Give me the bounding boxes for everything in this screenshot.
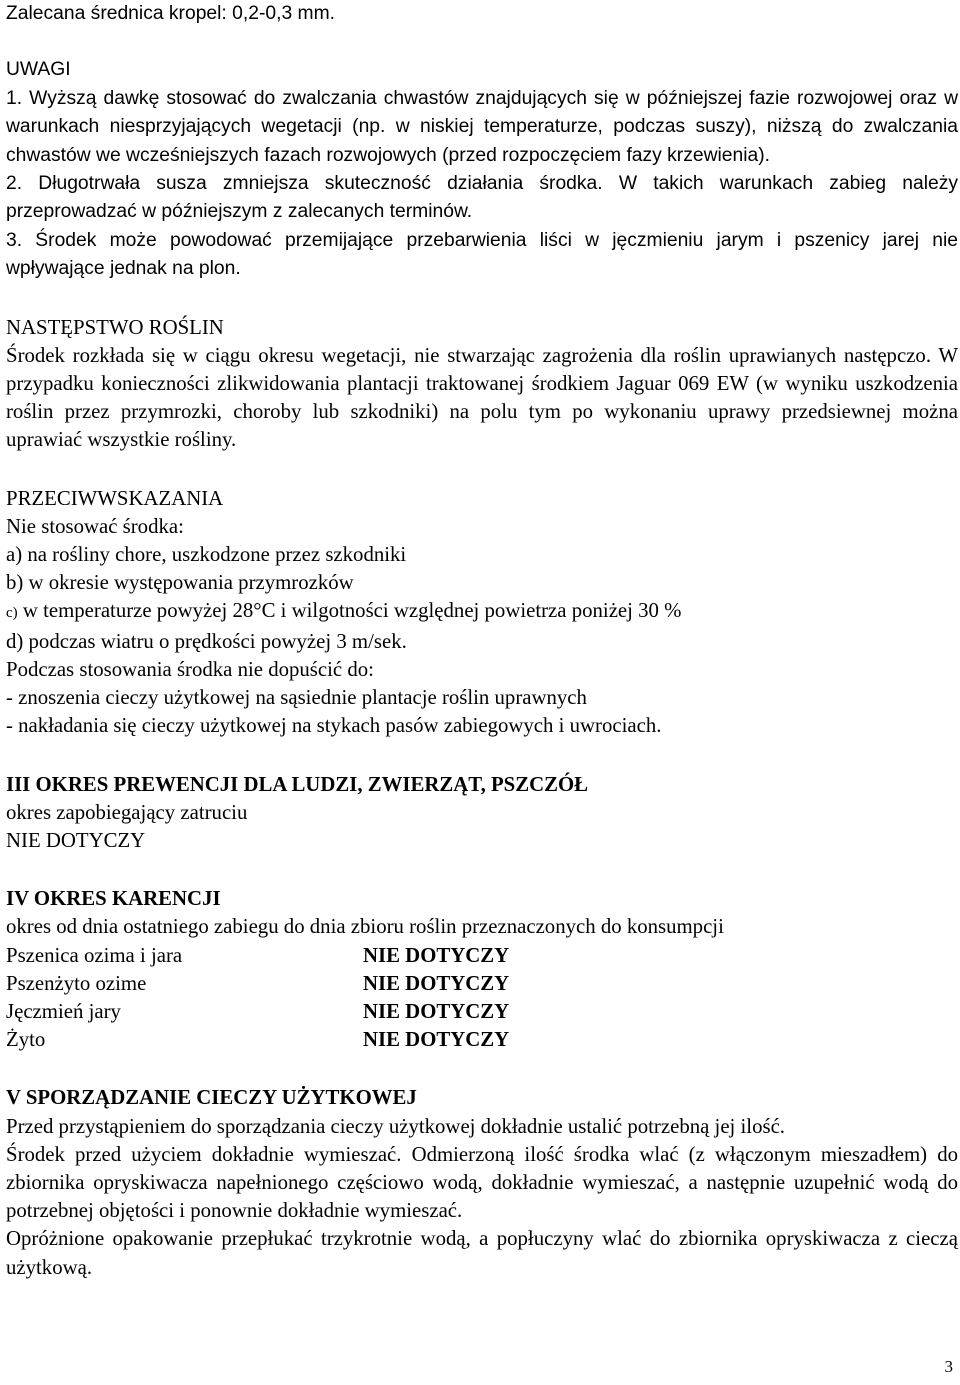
przeciwwskazania-a: a) na rośliny chore, uszkodzone przez szkodniki: [6, 543, 407, 567]
uwagi-item-3: 3. Środek może powodować przemijające przebarwienia liści w jęczmieniu jarym i pszenicy jarej nie wpływające jednak na plon.: [6, 229, 958, 280]
przeciwwskazania-c-label: c): [6, 605, 18, 622]
karencja-row: [6, 998, 958, 1026]
przeciwwskazania-b: b) w okresie występowania przymrozków: [6, 571, 354, 595]
sporzadzanie-p2: Środek przed użyciem dokładnie wymieszać. Odmierzoną ilość środka wlać (z włączonym mieszadłem) do zbiornika opryskiwacza napełnionego częściowo wodą, dokładnie wymieszać, a następnie uzupełnić wodą do potrzebnej objętości i ponownie dokładnie wymieszać.: [6, 1142, 958, 1223]
karencja-row: [6, 970, 958, 998]
prewencja-value: NIE DOTYCZY: [6, 828, 146, 852]
karencja-value: NIE DOTYCZY: [363, 1028, 510, 1052]
prewencja-heading: III OKRES PREWENCJI DLA LUDZI, ZWIERZĄT, PSZCZÓŁ: [6, 772, 589, 796]
nastepstwo-heading: NASTĘPSTWO ROŚLIN: [6, 315, 224, 339]
przeciwwskazania-c-text: w temperaturze powyżej 28°C i wilgotności względnej powietrza poniżej 30 %: [17, 599, 682, 623]
karencja-row: [6, 1026, 958, 1054]
sporzadzanie-p1: Przed przystąpieniem do sporządzania cieczy użytkowej dokładnie ustalić potrzebną jej ilość.: [6, 1114, 786, 1138]
karencja-crop: Jęczmień jary: [6, 999, 121, 1023]
przeciwwskazania-lead: Nie stosować środka:: [6, 514, 184, 538]
przeciwwskazania-f: - nakładania się cieczy użytkowej na stykach pasów zabiegowych i uwrociach.: [6, 714, 662, 738]
sporzadzanie-heading: V SPORZĄDZANIE CIECZY UŻYTKOWEJ: [6, 1086, 417, 1110]
karencja-heading: IV OKRES KARENCJI: [6, 887, 221, 911]
karencja-row: [6, 942, 958, 970]
uwagi-item-1: 1. Wyższą dawkę stosować do zwalczania chwastów znajdujących się w późniejszej fazie rozwojowej oraz w warunkach niesprzyjających wegetacji (np. w niskiej temperaturze, podczas suszy), niższą do zwalczania chwastów we wcześniejszych fazach rozwojowych (przed rozpoczęciem fazy krzewienia).: [6, 87, 958, 166]
przeciwwskazania-d: d) podczas wiatru o prędkości powyżej 3 m/sek.: [6, 629, 407, 653]
droplet-size: Zalecana średnica kropel: 0,2-0,3 mm.: [6, 3, 336, 24]
nastepstwo-text: Środek rozkłada się w ciągu okresu wegetacji, nie stwarzając zagrożenia dla roślin uprawianych następczo. W przypadku konieczności zlikwidowania plantacji traktowanej środkiem Jaguar 069 EW (w wyniku uszkodzenia roślin przez przymrozki, choroby lub szkodniki) na polu tym po wykonaniu uprawy przedsiewnej można uprawiać wszystkie rośliny.: [6, 343, 958, 452]
prewencja-sub: okres zapobiegający zatruciu: [6, 800, 248, 824]
karencja-value: NIE DOTYCZY: [363, 999, 510, 1023]
karencja-crop: Żyto: [6, 1028, 46, 1052]
przeciwwskazania-e: - znoszenia cieczy użytkowej na sąsiednie plantacje roślin uprawnych: [6, 686, 587, 710]
sporzadzanie-p3: Opróżnione opakowanie przepłukać trzykrotnie wodą, a popłuczyny wlać do zbiornika opryskiwacza z cieczą użytkową.: [6, 1227, 958, 1279]
page-number: 3: [944, 1357, 953, 1376]
karencja-value: NIE DOTYCZY: [363, 943, 510, 967]
uwagi-item-2: 2. Długotrwała susza zmniejsza skuteczność działania środka. W takich warunkach zabieg należy przeprowadzać w późniejszym z zalecanych terminów.: [6, 173, 958, 223]
document-page: [6, 0, 958, 1282]
karencja-sub: okres od dnia ostatniego zabiegu do dnia zbioru roślin przeznaczonych do konsumpcji: [6, 915, 724, 939]
karencja-value: NIE DOTYCZY: [363, 971, 510, 995]
przeciwwskazania-heading: PRZECIWWSKAZANIA: [6, 486, 224, 510]
uwagi-heading: UWAGI: [6, 59, 71, 81]
przeciwwskazania-c: [6, 597, 958, 627]
przeciwwskazania-lead2: Podczas stosowania środka nie dopuścić do:: [6, 657, 374, 681]
karencja-crop: Pszenica ozima i jara: [6, 943, 183, 967]
karencja-crop: Pszenżyto ozime: [6, 971, 147, 995]
